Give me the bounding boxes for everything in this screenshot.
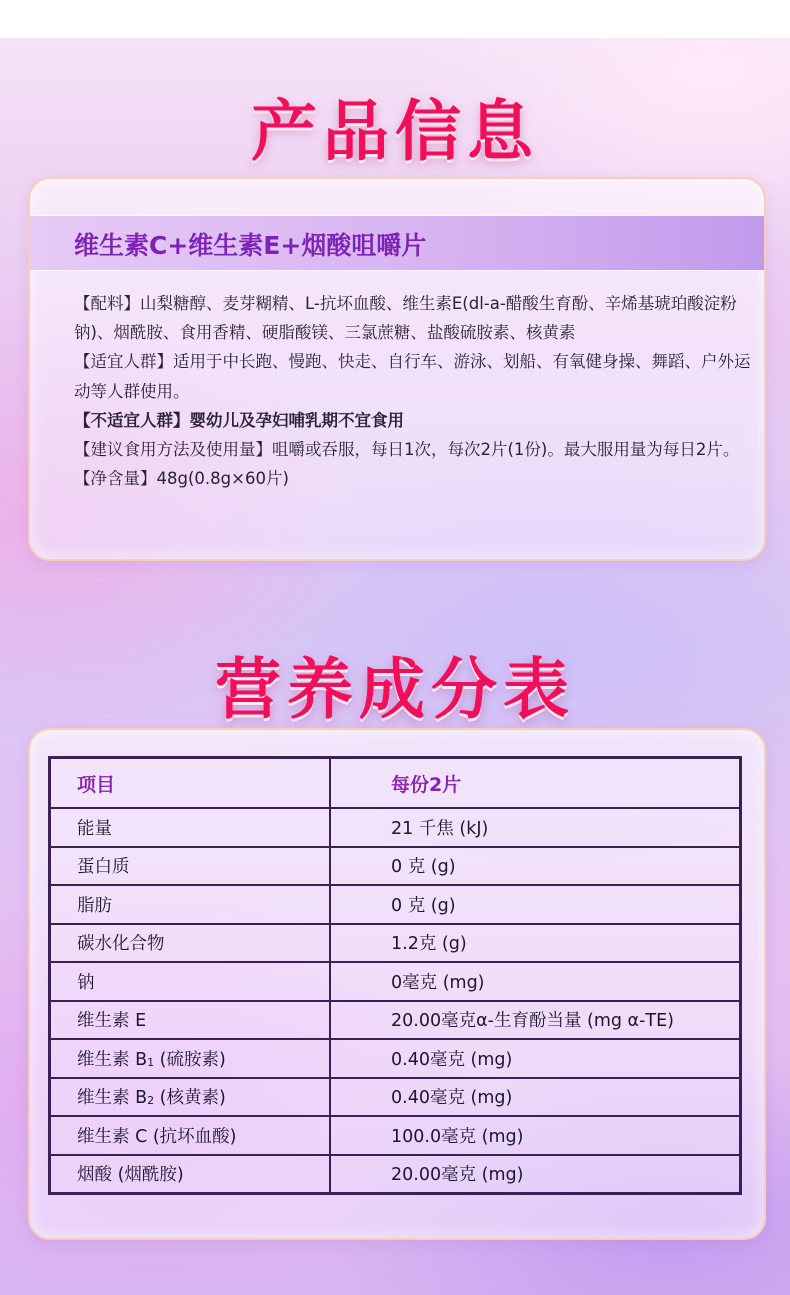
nutrient-name-prefix: 维生素 B bbox=[77, 1049, 148, 1070]
nutrient-value: 0 克 (g) bbox=[330, 885, 741, 924]
nutrient-name: 维生素 C (抗坏血酸) bbox=[50, 1116, 331, 1155]
product-name: 维生素C+维生素E+烟酸咀嚼片 bbox=[74, 231, 427, 260]
info-label: 【不适宜人群】 bbox=[74, 410, 190, 430]
nutrient-name-subscript: 1 bbox=[147, 1055, 155, 1069]
table-row bbox=[50, 1155, 741, 1194]
table-row bbox=[50, 885, 741, 924]
nutrient-name: 维生素 E bbox=[50, 1001, 331, 1040]
info-unsuitable-group bbox=[74, 406, 754, 435]
table-header-row bbox=[50, 758, 741, 809]
table-row bbox=[50, 1078, 741, 1117]
info-text: 婴幼儿及孕妇哺乳期不宜食用 bbox=[189, 410, 404, 430]
info-label: 【配料】 bbox=[74, 294, 140, 313]
nutrient-value: 20.00毫克α-生育酚当量 (mg α-TE) bbox=[330, 1001, 741, 1040]
info-text: 山梨糖醇、麦芽糊精、L-抗坏血酸、维生素E(dl-a-醋酸生育酚、辛烯基琥珀酸淀粉钠)、烟酰胺、食用香精、硬脂酸镁、三氯蔗糖、盐酸硫胺素、核黄素 bbox=[74, 294, 737, 343]
top-white-strip bbox=[0, 0, 790, 38]
nutrient-name: 钠 bbox=[50, 962, 331, 1001]
nutrient-name bbox=[50, 1039, 331, 1078]
header-per-serving: 每份2片 bbox=[330, 758, 741, 809]
nutrient-value: 100.0毫克 (mg) bbox=[330, 1116, 741, 1155]
info-label: 【净含量】 bbox=[74, 469, 157, 489]
info-ingredients bbox=[74, 289, 754, 347]
table-row bbox=[50, 847, 741, 886]
info-text: 适用于中长跑、慢跑、快走、自行车、游泳、划船、有氧健身操、舞蹈、户外运动等人群使用。 bbox=[74, 352, 751, 401]
nutrient-value: 0毫克 (mg) bbox=[330, 962, 741, 1001]
nutrient-name: 脂肪 bbox=[50, 885, 331, 924]
nutrient-name-suffix: (核黄素) bbox=[154, 1088, 226, 1109]
nutrient-value: 20.00毫克 (mg) bbox=[330, 1155, 741, 1194]
nutrient-name: 蛋白质 bbox=[50, 847, 331, 886]
nutrient-name-suffix: (硫胺素) bbox=[154, 1049, 226, 1070]
table-row bbox=[50, 1039, 741, 1078]
info-label: 【建议食用方法及使用量】 bbox=[74, 440, 272, 460]
info-suitable-group bbox=[74, 347, 754, 405]
table-row bbox=[50, 808, 741, 847]
nutrient-value: 0.40毫克 (mg) bbox=[330, 1078, 741, 1117]
header-item: 项目 bbox=[50, 758, 331, 809]
info-usage bbox=[74, 435, 754, 464]
product-name-banner bbox=[30, 215, 764, 271]
nutrient-name-prefix: 维生素 B bbox=[77, 1088, 148, 1109]
info-text: 咀嚼或吞服，每日1次，每次2片(1份)。最大服用量为每日2片。 bbox=[272, 440, 740, 460]
section-title-product-info: 产品信息 bbox=[251, 93, 539, 170]
nutrition-table bbox=[48, 756, 742, 1195]
product-info-card bbox=[28, 177, 766, 561]
nutrient-value: 21 千焦 (kJ) bbox=[330, 808, 741, 847]
nutrient-value: 0 克 (g) bbox=[330, 847, 741, 886]
table-row bbox=[50, 924, 741, 963]
nutrient-name: 碳水化合物 bbox=[50, 924, 331, 963]
info-label: 【适宜人群】 bbox=[74, 352, 173, 372]
nutrient-name: 烟酸 (烟酰胺) bbox=[50, 1155, 331, 1194]
info-net-content bbox=[74, 464, 754, 493]
table-row bbox=[50, 1116, 741, 1155]
nutrient-name bbox=[50, 1078, 331, 1117]
nutrient-name-subscript: 2 bbox=[147, 1094, 155, 1108]
table-row bbox=[50, 1001, 741, 1040]
nutrient-value: 1.2克 (g) bbox=[330, 924, 741, 963]
product-info-list bbox=[74, 289, 754, 493]
table-row bbox=[50, 962, 741, 1001]
nutrient-name: 能量 bbox=[50, 808, 331, 847]
section-title-nutrition: 营养成分表 bbox=[215, 651, 575, 728]
info-text: 48g(0.8g×60片) bbox=[156, 469, 289, 489]
nutrient-value: 0.40毫克 (mg) bbox=[330, 1039, 741, 1078]
